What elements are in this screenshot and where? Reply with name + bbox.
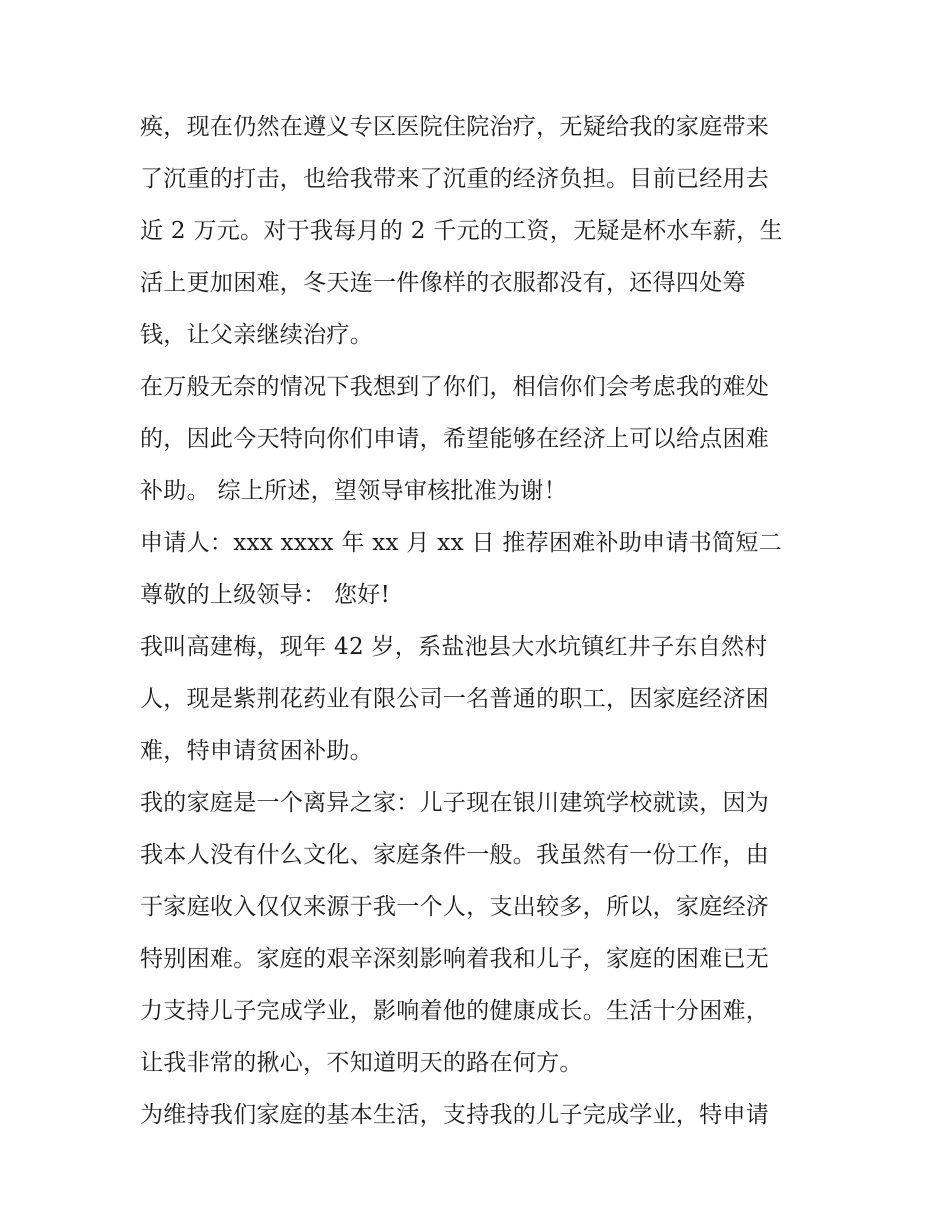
text-line: 我叫高建梅，现年 42 岁，系盐池县大水坑镇红井子东自然村	[140, 634, 768, 660]
text-line: 于家庭收入仅仅来源于我一个人，支出较多，所以，家庭经济	[140, 894, 770, 920]
text-line: 的，因此今天特向你们申请，希望能够在经济上可以给点困难	[140, 426, 770, 452]
applicant-line: 申请人：xxx xxxx 年 xx 月 xx 日 推荐困难补助申请书简短二	[140, 530, 782, 556]
text-line: 了沉重的打击，也给我带来了沉重的经济负担。目前已经用去	[140, 166, 770, 192]
text-line: 在万般无奈的情况下我想到了你们，相信你们会考虑我的难处	[140, 374, 770, 400]
text-line: 让我非常的揪心，不知道明天的路在何方。	[140, 1050, 583, 1076]
text-line: 近 2 万元。对于我每月的 2 千元的工资，无疑是杯水车薪，生	[140, 218, 783, 244]
text-line: 特别困难。家庭的艰辛深刻影响着我和儿子，家庭的困难已无	[140, 946, 770, 972]
text-line: 钱，让父亲继续治疗。	[140, 322, 373, 348]
document-body	[140, 101, 820, 1141]
text-line: 活上更加困难，冬天连一件像样的衣服都没有，还得四处筹	[140, 270, 746, 296]
text-line: 我本人没有什么文化、家庭条件一般。我虽然有一份工作，由	[140, 842, 770, 868]
text-line: 难，特申请贫困补助。	[140, 738, 373, 764]
text-line: 力支持儿子完成学业，影响着他的健康成长。生活十分困难，	[140, 998, 770, 1024]
salutation-line: 尊敬的上级领导： 您好!	[140, 582, 391, 608]
text-line: 补助。 综上所述，望领导审核批准为谢！	[140, 478, 568, 504]
text-line: 我的家庭是一个离异之家：儿子现在银川建筑学校就读，因为	[140, 790, 770, 816]
text-line: 痪，现在仍然在遵义专区医院住院治疗，无疑给我的家庭带来	[140, 114, 770, 140]
text-line: 为维持我们家庭的基本生活，支持我的儿子完成学业，特申请	[140, 1102, 770, 1128]
text-line: 人，现是紫荆花药业有限公司一名普通的职工，因家庭经济困	[140, 686, 770, 712]
